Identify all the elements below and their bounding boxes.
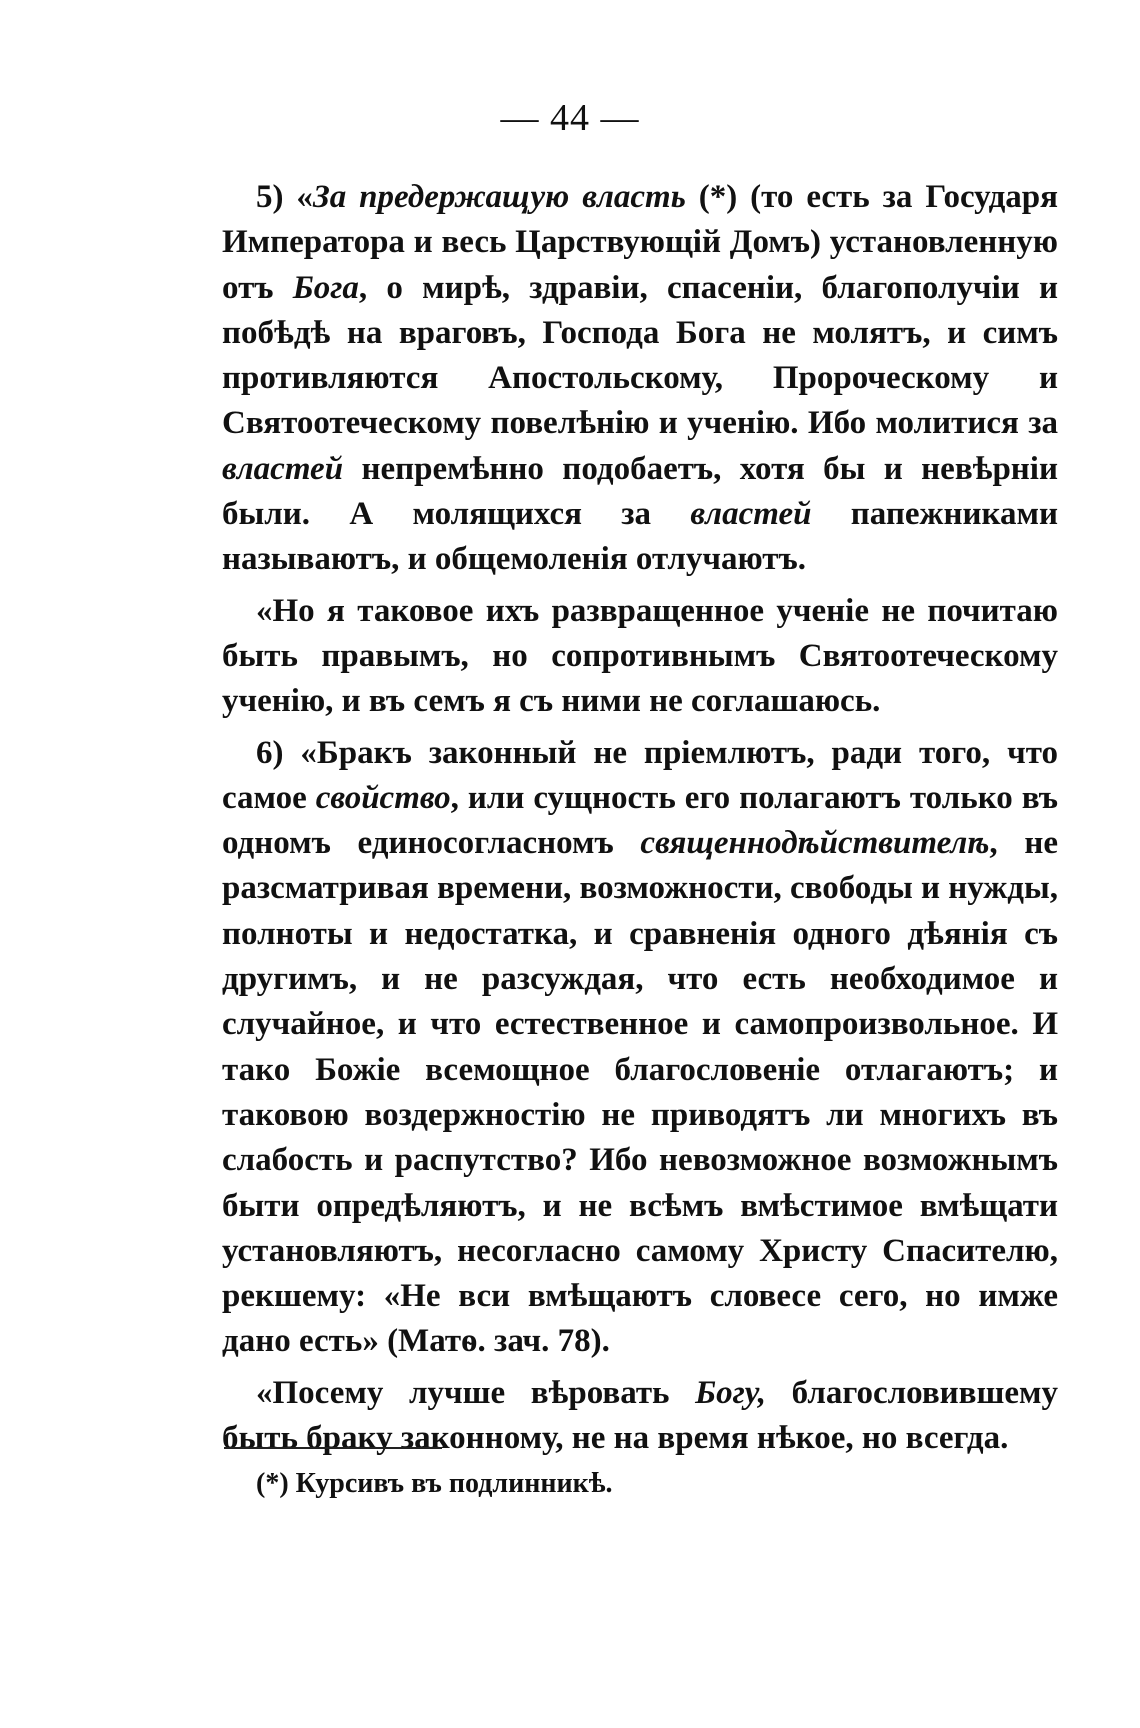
footnote-divider	[224, 1447, 442, 1449]
paragraph-2	[222, 589, 1058, 725]
italic-run: властей	[222, 450, 344, 487]
text-run: непремѣнно подобаетъ, хотя бы и невѣрніи были. А молящихся за	[222, 450, 1058, 533]
text-run: , не разсматривая времени, возможности, свободы и нужды, полноты и недостатка, и сравненія одного дѣянія съ другимъ, и не разсуждая, что есть необходимое и случайное, и что естественное и самопроизвольное. И тако Божіе всемощное благословеніе отлагаютъ; и таковою воздержностію не приводятъ ли многихъ въ слабость и распутство? Ибо невозможное возможнымъ быти опредѣляютъ, и не всѣмъ вмѣстимое вмѣщати установляютъ, несогласно самому Христу Спасителю, рекшему: «Не вси вмѣщаютъ словесе сего, но имже дано есть» (Матѳ. зач. 78).	[222, 825, 1059, 1360]
italic-run: свойство	[315, 779, 451, 816]
italic-run: Бога	[292, 269, 359, 306]
paragraph-1	[222, 175, 1058, 583]
italic-run: За предержащую власть	[312, 179, 686, 215]
footnote: (*) Курсивъ въ подлинникѣ.	[256, 1468, 613, 1499]
paragraph-3	[222, 731, 1058, 1365]
text-run: 5) «	[256, 179, 313, 215]
text-run: «Посему лучше вѣровать	[256, 1374, 696, 1411]
italic-run: священнодѣйствителѣ	[640, 825, 990, 862]
italic-run: властей	[690, 496, 812, 533]
text-run: 6) «Бракъ законный не пріемлютъ, ради того, что самое	[222, 734, 1058, 816]
text-run: (*) (то есть за Государя Императора и весь Царствующій Домъ) установленную отъ	[222, 179, 1058, 306]
page-number: — 44 —	[500, 97, 640, 139]
text-run: , или сущность его полагаютъ только въ одномъ единосогласномъ	[222, 779, 1058, 862]
text-run: «Но я таковое ихъ развращенное ученіе не почитаю быть правымъ, но сопротивнымъ Святоотеческому ученію, и въ семъ я съ ними не соглашаюсь.	[222, 592, 1058, 720]
italic-run: Богу,	[695, 1374, 767, 1411]
text-run: , о мирѣ, здравіи, спасеніи, благополучіи и побѣдѣ на враговъ, Господа Бога не молятъ, и симъ противляются Апостольскому, Пророческому и Святоотеческому повелѣнію и ученію. Ибо молитися за	[222, 269, 1059, 442]
text-run: благословившему быть браку законному, не на время нѣкое, но всегда.	[222, 1374, 1058, 1457]
text-run: папежниками называютъ, и общемоленія отлучаютъ.	[222, 496, 1058, 578]
main-text	[222, 175, 1058, 1461]
